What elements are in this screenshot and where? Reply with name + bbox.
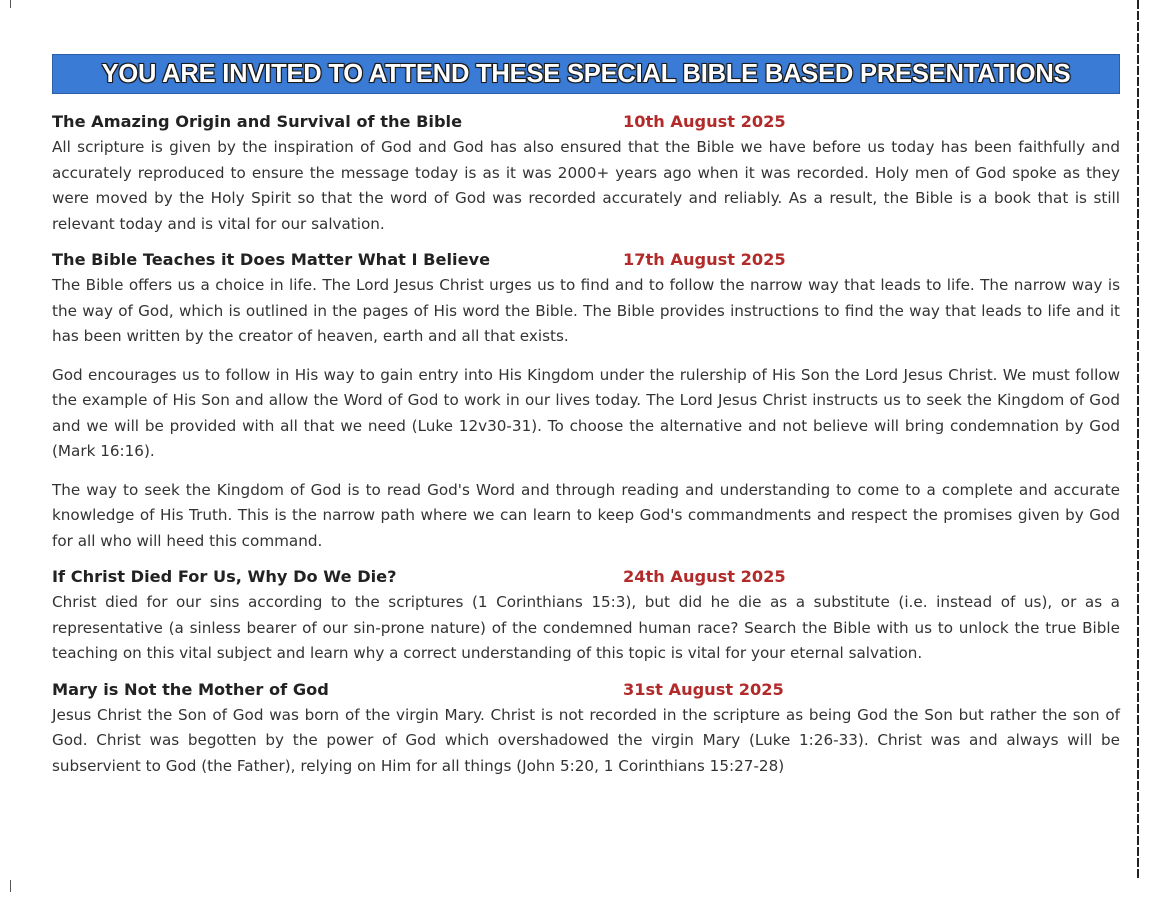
presentation-title: The Amazing Origin and Survival of the Bible [52, 112, 463, 131]
presentation-description: The way to seek the Kingdom of God is to read God's Word and through reading and understanding to come to a complete and accurate knowledge of His Truth. This is the narrow path where we can learn to keep God's commandments and respect the promises given by God for all who will heed this command. [52, 480, 1120, 550]
presentation-title: The Bible Teaches it Does Matter What I Believe [52, 250, 491, 269]
presentation-title: Mary is Not the Mother of God [52, 679, 329, 699]
crop-mark [10, 0, 11, 8]
invitation-flyer [52, 54, 1120, 792]
presentation-heading [52, 112, 1120, 135]
presentation-date: 10th August 2025 [623, 112, 786, 131]
presentation-date: 24th August 2025 [623, 567, 786, 586]
presentation-section [52, 680, 1120, 780]
presentation-description: All scripture is given by the inspiration of God and God has also ensured that the Bible we have before us today has been faithfully and accurately reproduced to ensure the message today is as it was 2000+ years ago when it was recorded. Holy men of God spoke as they were moved by the Holy Spirit so that the word of God was recorded accurately and reliably. As a result, the Bible is a book that is still relevant today and is vital for our salvation. [52, 138, 1120, 233]
invitation-banner [52, 54, 1120, 94]
presentation-date: 17th August 2025 [623, 250, 786, 269]
presentation-description: Jesus Christ the Son of God was born of the virgin Mary. Christ is not recorded in the scripture as being God the Son but rather the son of God. Christ was begotten by the power of God which overshadowed the virgin Mary (Luke 1:26-33). Christ was and always will be subservient to God (the Father), relying on Him for all things (John 5:20, 1 Corinthians 15:27-28) [52, 705, 1120, 775]
crop-mark [10, 880, 11, 892]
banner-title: YOU ARE INVITED TO ATTEND THESE SPECIAL BIBLE BASED PRESENTATIONS [101, 59, 1071, 88]
presentation-heading [52, 567, 1120, 590]
presentation-description: God encourages us to follow in His way to gain entry into His Kingdom under the rulership of His Son the Lord Jesus Christ. We must follow the example of His Son and allow the Word of God to work in our lives today. The Lord Jesus Christ instructs us to seek the Kingdom of God and we will be provided with all that we need (Luke 12v30-31). To choose the alternative and not believe will bring condemnation by God (Mark 16:16). [52, 365, 1120, 460]
page-edge-border [1137, 0, 1139, 880]
presentation-description: The Bible offers us a choice in life. The Lord Jesus Christ urges us to find and to follow the narrow way that leads to life. The narrow way is the way of God, which is outlined in the pages of His word the Bible. The Bible provides instructions to find the way that leads to life and it has been written by the creator of heaven, earth and all that exists. [52, 276, 1120, 345]
presentation-date: 31st August 2025 [623, 679, 784, 699]
presentation-heading [52, 680, 1120, 703]
presentation-section [52, 112, 1120, 237]
presentation-title: If Christ Died For Us, Why Do We Die? [52, 567, 397, 586]
presentation-heading [52, 250, 1120, 273]
presentation-description: Christ died for our sins according to the scriptures (1 Corinthians 15:3), but did he die as a substitute (i.e. instead of us), or as a representative (a sinless bearer of our sin-prone nature) of the condemned human race? Search the Bible with us to unlock the true Bible teaching on this vital subject and learn why a correct understanding of this topic is vital for your eternal salvation. [52, 593, 1120, 662]
presentation-section [52, 250, 1120, 554]
presentation-section [52, 567, 1120, 667]
